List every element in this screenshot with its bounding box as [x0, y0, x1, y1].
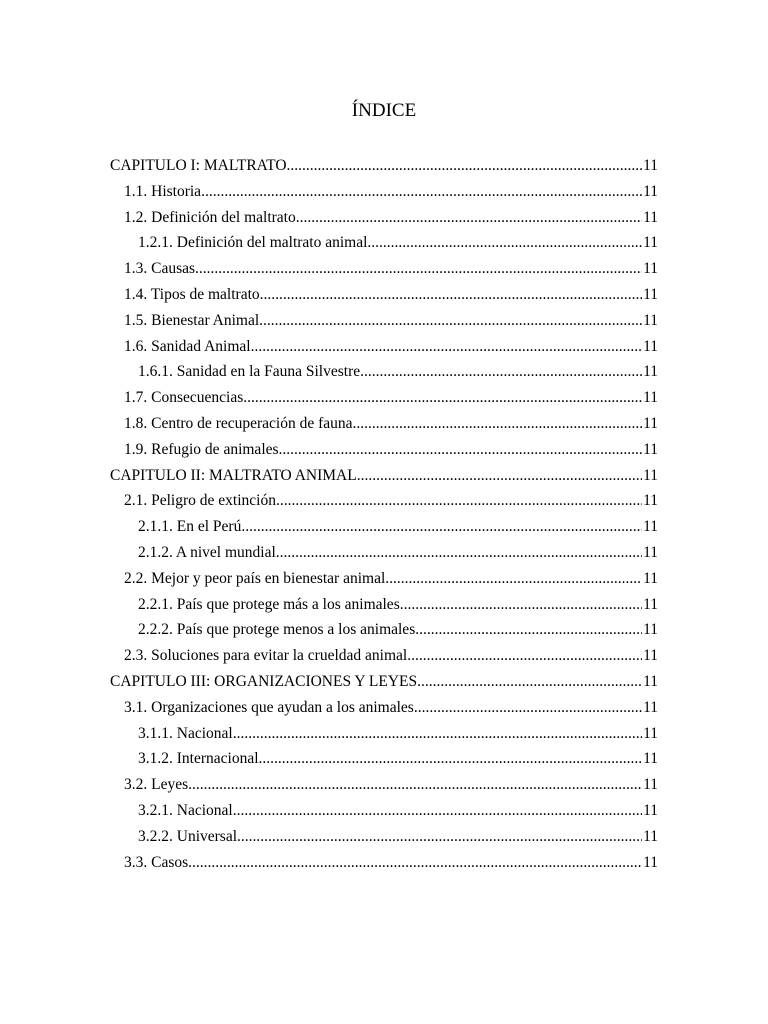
dot-leader — [417, 669, 642, 695]
toc-entry-page-number: 11 — [643, 776, 658, 794]
toc-entry-page-number: 11 — [643, 234, 658, 252]
dot-leader — [233, 721, 642, 747]
toc-entry-text: 3.2.2. Universal — [138, 827, 238, 845]
page-title: ÍNDICE — [351, 100, 417, 121]
toc-entry-page-number: 11 — [643, 569, 658, 587]
toc-entry-text: 1.2. Definición del maltrato — [124, 208, 296, 226]
dot-leader — [367, 230, 642, 256]
toc-entry[interactable] — [110, 695, 658, 721]
toc-entry[interactable] — [110, 566, 658, 592]
toc-entry[interactable] — [110, 359, 658, 385]
toc-entry[interactable] — [110, 592, 658, 618]
toc-entry[interactable] — [110, 617, 658, 643]
toc-entry-text: 1.6.1. Sanidad en la Fauna Silvestre — [138, 363, 361, 381]
toc-entry-text: 1.3. Causas — [124, 260, 196, 278]
toc-entry[interactable] — [110, 824, 658, 850]
toc-entry-text: 2.3. Soluciones para evitar la crueldad animal — [124, 647, 408, 665]
dot-leader — [260, 282, 642, 308]
toc-entry[interactable] — [110, 308, 658, 334]
dot-leader — [259, 746, 643, 772]
toc-entry-text: 1.2.1. Definición del maltrato animal — [138, 234, 368, 252]
toc-entry-page-number: 11 — [643, 182, 658, 200]
dot-leader — [279, 437, 643, 463]
toc-entry-page-number: 11 — [643, 414, 658, 432]
toc-entry-page-number: 11 — [643, 311, 658, 329]
toc-entry-text: 2.1. Peligro de extinción — [124, 492, 276, 510]
dot-leader — [259, 308, 642, 334]
toc-entry-page-number: 11 — [643, 208, 658, 226]
toc-entry[interactable] — [110, 334, 658, 360]
dot-leader — [276, 488, 642, 514]
toc-entry[interactable] — [110, 205, 658, 231]
toc-entry[interactable] — [110, 437, 658, 463]
toc-entry[interactable] — [110, 746, 658, 772]
toc-entry-text: 2.2.1. País que protege más a los animales — [138, 595, 400, 613]
toc-entry-page-number: 11 — [643, 157, 658, 174]
toc-entry-page-number: 11 — [643, 595, 658, 613]
toc-entry-page-number: 11 — [643, 853, 658, 871]
toc-entry-page-number: 11 — [643, 647, 658, 665]
toc-entry[interactable] — [110, 669, 658, 695]
toc-entry-page-number: 11 — [643, 543, 658, 561]
dot-leader — [400, 592, 642, 618]
dot-leader — [241, 514, 642, 540]
toc-entry[interactable] — [110, 798, 658, 824]
toc-entry-page-number: 11 — [643, 466, 658, 484]
dot-leader — [353, 411, 643, 437]
toc-entry-page-number: 11 — [643, 440, 658, 458]
toc-entry[interactable] — [110, 514, 658, 540]
dot-leader — [360, 359, 642, 385]
toc-entry-page-number: 11 — [643, 363, 658, 381]
toc-entry-page-number: 11 — [643, 801, 658, 819]
toc-entry-text: 1.1. Historia — [124, 182, 202, 200]
toc-entry-text: 2.1.1. En el Perú — [138, 518, 242, 536]
toc-entry-page-number: 11 — [643, 285, 658, 303]
toc-entry-page-number: 11 — [643, 492, 658, 510]
toc-entry-text: 1.6. Sanidad Animal — [124, 337, 251, 355]
toc-entry[interactable] — [110, 411, 658, 437]
dot-leader — [188, 850, 642, 876]
dot-leader — [243, 385, 642, 411]
toc-entry[interactable] — [110, 179, 658, 205]
toc-entry-text: 3.1. Organizaciones que ayudan a los animales — [124, 698, 414, 716]
toc-entry-page-number: 11 — [643, 389, 658, 407]
toc-entry[interactable] — [110, 463, 658, 489]
toc-entry-page-number: 11 — [643, 672, 658, 690]
toc-entry-page-number: 11 — [643, 260, 658, 278]
toc-entry-page-number: 11 — [643, 750, 658, 768]
toc-entry-page-number: 11 — [643, 698, 658, 716]
toc-entry-text: CAPITULO III: ORGANIZACIONES Y LEYES — [110, 672, 418, 690]
dot-leader — [201, 179, 642, 205]
toc-entry-text: 3.2. Leyes — [124, 776, 189, 794]
toc-entry[interactable] — [110, 643, 658, 669]
table-of-contents — [110, 153, 658, 875]
toc-entry-text: 1.5. Bienestar Animal — [124, 311, 260, 329]
toc-entry[interactable] — [110, 488, 658, 514]
toc-entry[interactable] — [110, 540, 658, 566]
toc-entry-text: 3.2.1. Nacional — [138, 801, 233, 819]
dot-leader — [414, 695, 642, 721]
dot-leader — [415, 617, 642, 643]
dot-leader — [385, 566, 642, 592]
toc-entry[interactable] — [110, 230, 658, 256]
dot-leader — [188, 772, 642, 798]
toc-entry[interactable] — [110, 850, 658, 876]
toc-entry-text: 2.2. Mejor y peor país en bienestar animal — [124, 569, 386, 587]
toc-entry-text: 3.1.2. Internacional — [138, 750, 259, 768]
toc-entry-page-number: 11 — [643, 621, 658, 639]
dot-leader — [296, 205, 642, 231]
dot-leader — [357, 463, 642, 489]
dot-leader — [237, 824, 642, 850]
dot-leader — [276, 540, 642, 566]
toc-entry[interactable] — [110, 256, 658, 282]
toc-entry-text: 2.1.2. A nivel mundial — [138, 543, 276, 561]
dot-leader — [287, 153, 643, 179]
toc-entry[interactable] — [110, 282, 658, 308]
toc-entry-text: 1.8. Centro de recuperación de fauna — [124, 414, 353, 432]
toc-entry[interactable] — [110, 721, 658, 747]
toc-entry-text: CAPITULO II: MALTRATO ANIMAL — [110, 466, 357, 484]
dot-leader — [251, 334, 642, 360]
toc-entry-text: 1.9. Refugio de animales — [124, 440, 279, 458]
toc-entry-page-number: 11 — [643, 518, 658, 536]
toc-entry[interactable] — [110, 153, 658, 179]
toc-entry-text: 1.7. Consecuencias — [124, 389, 244, 407]
toc-entry-page-number: 11 — [643, 827, 658, 845]
toc-entry[interactable] — [110, 385, 658, 411]
toc-entry-page-number: 11 — [643, 337, 658, 355]
dot-leader — [195, 256, 642, 282]
toc-entry-text: 3.3. Casos — [124, 853, 189, 871]
toc-entry-page-number: 11 — [643, 724, 658, 742]
toc-entry-text: CAPITULO I: MALTRATO — [110, 157, 287, 174]
toc-entry-text: 1.4. Tipos de maltrato — [124, 285, 260, 303]
toc-entry[interactable] — [110, 772, 658, 798]
dot-leader — [407, 643, 642, 669]
dot-leader — [233, 798, 642, 824]
toc-entry-text: 2.2.2. País que protege menos a los animales — [138, 621, 416, 639]
toc-entry-text: 3.1.1. Nacional — [138, 724, 233, 742]
